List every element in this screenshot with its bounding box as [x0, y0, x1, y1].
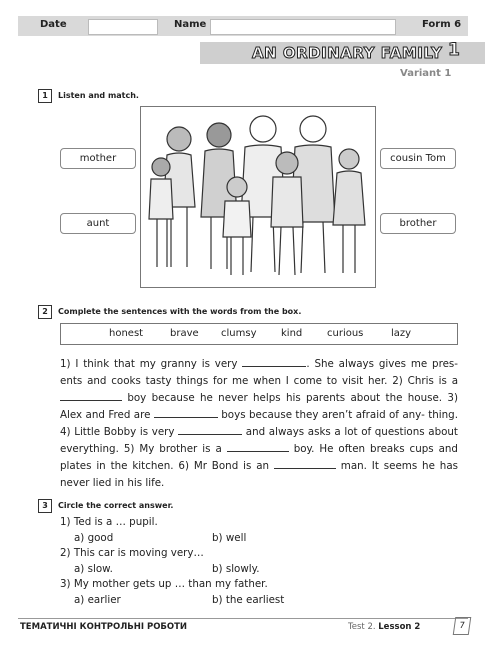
para-text: and always asks a lot of questions: [245, 426, 425, 438]
date-field[interactable]: [88, 19, 158, 35]
footer-lesson: [348, 622, 420, 632]
name-label: Name: [174, 19, 207, 30]
word-kind: kind: [281, 328, 303, 339]
para-text: ents and cooks tasty things for me when I come to visit her. 2) Chris is: [60, 375, 447, 387]
para-text: 3) Alex and Fred are: [60, 392, 458, 421]
word-lazy: lazy: [391, 328, 412, 339]
para-text: about everything. 5) My brother is a: [60, 426, 458, 455]
variant-label: Variant 1: [400, 68, 452, 79]
para-text: a: [451, 375, 458, 387]
label-brother[interactable]: brother: [380, 213, 456, 234]
word-brave: brave: [170, 328, 199, 339]
word-clumsy: clumsy: [221, 328, 257, 339]
para-text: and plates in the kitchen. 6) Mr Bond is an: [60, 443, 458, 472]
task1-number: 1: [38, 89, 52, 103]
unit-title: AN ORDINARY FAMILY: [252, 44, 443, 62]
para-text: 1) I think that my granny is very: [60, 358, 238, 370]
footer-divider: [18, 618, 468, 619]
question-1: 1) Ted is a … pupil.: [60, 516, 158, 528]
question-3: 3) My mother gets up … than my father.: [60, 578, 268, 590]
word-honest: honest: [109, 328, 144, 339]
footer-lesson-label: Lesson 2: [378, 622, 421, 632]
family-illustration: [140, 106, 376, 288]
option-1a[interactable]: a) good: [74, 532, 114, 544]
task3-number: 3: [38, 499, 52, 513]
para-text: man. It seems he: [340, 460, 435, 472]
label-mother[interactable]: mother: [60, 148, 136, 169]
para-text: boy. He often breaks cups: [293, 443, 434, 455]
para-text: . She always gives me pres-: [306, 358, 458, 370]
blank-5[interactable]: [227, 441, 289, 452]
para-text: boys because they aren’t afraid of any-: [221, 409, 425, 421]
question-2: 2) This car is moving very…: [60, 547, 204, 559]
blank-6[interactable]: [274, 458, 336, 469]
word-box: [60, 323, 458, 345]
label-cousin-tom[interactable]: cousin Tom: [380, 148, 456, 169]
task3-instruction: Circle the correct answer.: [58, 501, 174, 510]
page-number: 7: [453, 617, 472, 635]
task2-paragraph: [60, 356, 458, 492]
blank-4[interactable]: [178, 424, 242, 435]
label-aunt[interactable]: aunt: [60, 213, 136, 234]
name-field[interactable]: [210, 19, 396, 35]
word-curious: curious: [327, 328, 364, 339]
footer-series: ТЕМАТИЧНІ КОНТРОЛЬНІ РОБОТИ: [20, 622, 188, 632]
task2-number: 2: [38, 305, 52, 319]
unit-number: 1: [448, 40, 460, 60]
option-2b[interactable]: b) slowly.: [212, 563, 260, 575]
para-text: boy because he never helps his parents about the house.: [127, 392, 443, 404]
para-text: thing. 4) Little Bobby is very: [60, 409, 458, 438]
option-3b[interactable]: b) the earliest: [212, 594, 285, 606]
para-text: has never lied in his life.: [60, 460, 458, 489]
option-3a[interactable]: a) earlier: [74, 594, 121, 606]
task2-instruction: Complete the sentences with the words from the box.: [58, 307, 302, 316]
option-2a[interactable]: a) slow.: [74, 563, 113, 575]
option-1b[interactable]: b) well: [212, 532, 247, 544]
blank-2[interactable]: [60, 390, 122, 401]
family-drawing: [141, 107, 375, 287]
footer-test: Test 2.: [348, 622, 376, 632]
form-label: Form 6: [422, 19, 462, 30]
blank-1[interactable]: [242, 356, 306, 367]
header-bar: [18, 16, 468, 36]
blank-3[interactable]: [154, 407, 218, 418]
date-label: Date: [40, 19, 67, 30]
task1-instruction: Listen and match.: [58, 91, 139, 100]
